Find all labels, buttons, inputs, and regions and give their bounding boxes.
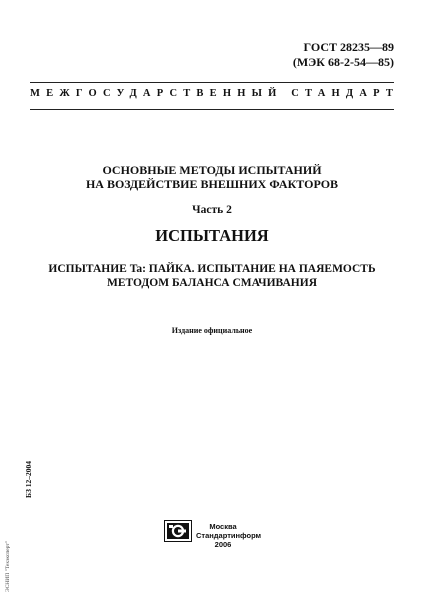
part-label: Часть 2 (192, 204, 232, 216)
standard-number-block (293, 40, 394, 70)
side-code: БЗ 12–2004 (24, 460, 33, 498)
title-line-1: ОСНОВНЫЕ МЕТОДЫ ИСПЫТАНИЙ (102, 163, 322, 177)
edition-label: Издание официальное (171, 326, 253, 335)
subtitle-line-1: ИСПЫТАНИЕ Ta: ПАЙКА. ИСПЫТАНИЕ НА ПАЯЕМОСТЬ (48, 263, 376, 275)
title-line-2: НА ВОЗДЕЙСТВИЕ ВНЕШНИХ ФАКТОРОВ (85, 177, 339, 191)
publisher-block (196, 522, 262, 549)
interstate-standard-banner: МЕЖГОСУДАРСТВЕННЫЙ СТАНДАРТ (30, 88, 400, 99)
watermark-text: ЭСНИП "Техэксперт" (5, 540, 11, 592)
bottom-divider (30, 109, 394, 110)
document-subtitle (30, 262, 394, 290)
publication-year: 2006 (214, 540, 232, 549)
iec-reference: (МЭК 68-2-54—85) (292, 55, 394, 69)
top-divider (30, 82, 394, 83)
standartinform-logo-icon (164, 520, 192, 542)
publisher-name: Стандартинформ (196, 531, 262, 540)
document-title (30, 163, 394, 191)
standard-number: ГОСТ 28235—89 (303, 40, 394, 54)
publisher-city: Москва (209, 522, 237, 531)
main-heading: ИСПЫТАНИЯ (155, 226, 269, 245)
subtitle-line-2: МЕТОДОМ БАЛАНСА СМАЧИВАНИЯ (106, 277, 318, 289)
